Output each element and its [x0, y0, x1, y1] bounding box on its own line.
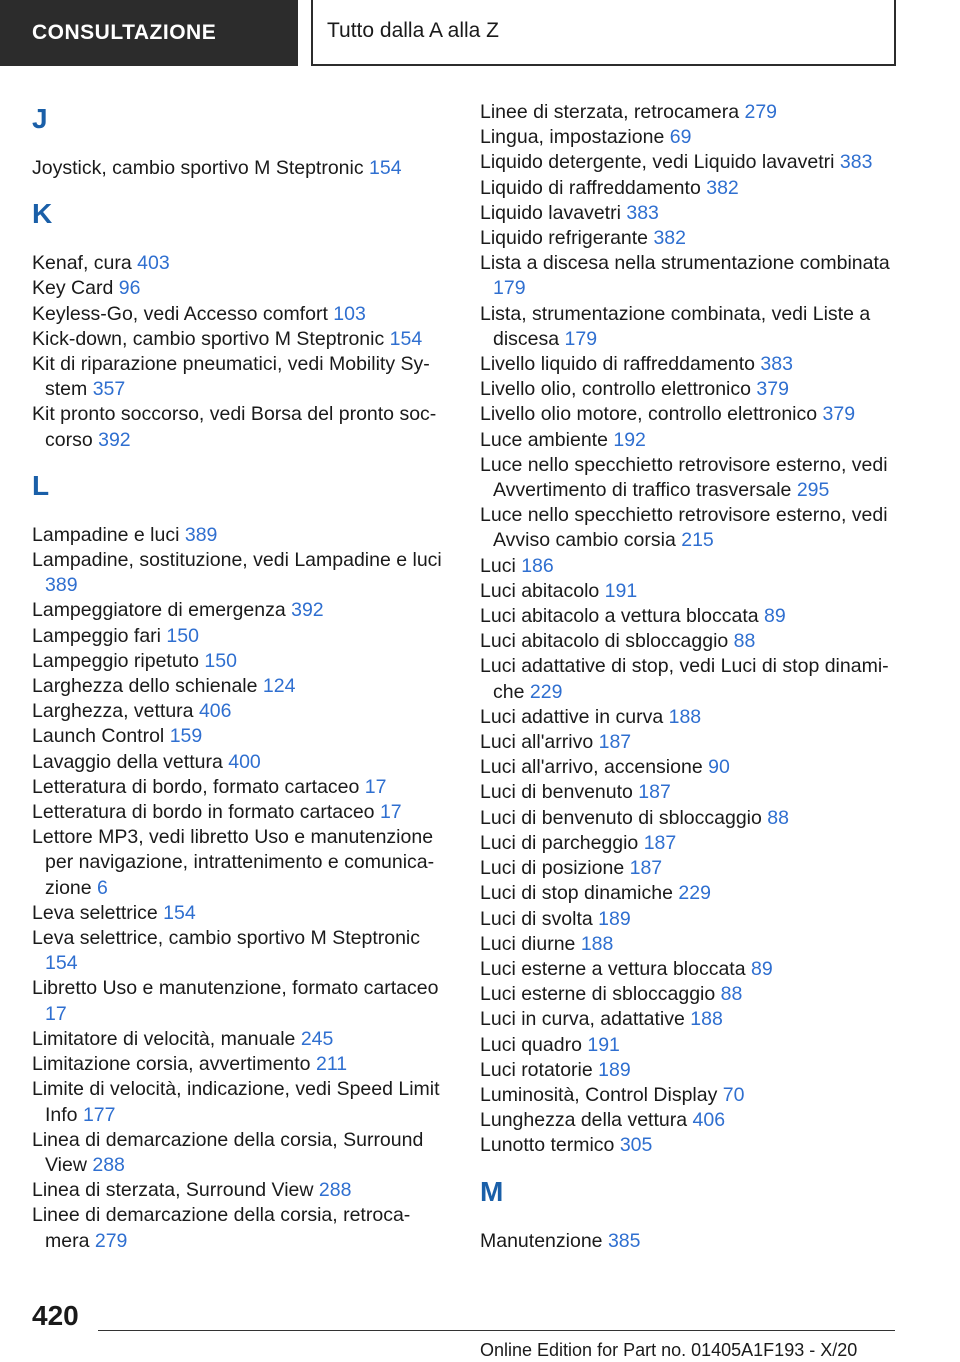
entry-text: Leva selettrice [32, 901, 158, 924]
page-link[interactable]: 188 [690, 1008, 723, 1031]
footer-divider [98, 1330, 895, 1331]
entry-text: Liquido refrigerante [480, 227, 649, 250]
page-link[interactable]: 383 [839, 151, 873, 174]
index-entry [480, 982, 890, 1007]
page-link[interactable]: 150 [166, 624, 199, 647]
page-link[interactable]: 154 [45, 952, 78, 975]
entry-text: Larghezza, vettura [32, 700, 194, 723]
index-column-right [480, 100, 890, 1254]
index-entry [480, 806, 890, 831]
entry-text: Liquido detergente, vedi Liquido lavavetri [480, 151, 835, 174]
entry-text: Luci di parcheggio [480, 831, 639, 854]
index-entry [32, 775, 442, 800]
index-entry [480, 705, 890, 730]
index-letter-heading: K [32, 198, 53, 230]
entry-text: Kenaf, cura [32, 252, 132, 275]
index-entry [32, 724, 442, 749]
index-entry [32, 251, 442, 276]
index-entry [32, 674, 442, 699]
entry-text: Kit di riparazione pneumatici, vedi Mobility System [32, 353, 430, 401]
page-link[interactable]: 88 [733, 630, 756, 653]
page-link[interactable]: 88 [767, 806, 789, 829]
page-link[interactable]: 88 [720, 983, 743, 1006]
page-link[interactable]: 229 [529, 680, 563, 703]
page-link[interactable]: 17 [45, 1002, 67, 1025]
entry-text: Luci di svolta [480, 907, 593, 930]
index-entry [32, 156, 442, 181]
index-entry [480, 780, 890, 805]
index-entry [480, 377, 890, 402]
entry-text: Libretto Uso e manutenzione, formato cartaceo [32, 977, 439, 1000]
index-entry [32, 1052, 442, 1077]
index-entry [32, 624, 442, 649]
page-link[interactable]: 177 [82, 1103, 116, 1126]
page-link[interactable]: 389 [45, 574, 78, 597]
entry-text: Lunghezza della vettura [480, 1109, 688, 1132]
index-entry [32, 1128, 442, 1178]
index-entry [480, 226, 890, 251]
page-link[interactable]: 379 [822, 403, 856, 426]
index-entry [480, 932, 890, 957]
index-entry [32, 649, 442, 674]
index-entry [480, 831, 890, 856]
entry-text: Lingua, impostazione [480, 126, 665, 149]
index-entry [32, 1203, 442, 1253]
entry-text: Lettore MP3, vedi libretto Uso e manutenzione per navigazione, intrattenimento e comunicazione [32, 826, 435, 899]
page-link[interactable]: 379 [756, 378, 789, 401]
page-link[interactable]: 6 [97, 876, 108, 899]
page-link[interactable]: 187 [598, 731, 632, 754]
page-link[interactable]: 383 [760, 353, 793, 376]
index-entry [32, 699, 442, 724]
entry-text: Luci rotatorie [480, 1058, 593, 1081]
page-link[interactable]: 17 [364, 775, 387, 798]
entry-text: Liquido di raffreddamento [480, 176, 701, 199]
entry-text: Luci abitacolo di sbloccaggio [480, 630, 729, 653]
page-link[interactable]: 382 [653, 227, 686, 250]
index-entry [480, 302, 890, 352]
page-link[interactable]: 392 [291, 599, 324, 622]
edition-note: Online Edition for Part no. 01405A1F193 - X/20 [480, 1340, 858, 1360]
index-entry [480, 1229, 890, 1254]
page-link[interactable]: 188 [668, 705, 702, 728]
entry-text: Launch Control [32, 725, 165, 748]
index-entry [480, 402, 890, 427]
index-entry [480, 1007, 890, 1032]
entry-text: Lampadine e luci [32, 523, 180, 546]
entry-text: Livello liquido di raffreddamento [480, 353, 755, 376]
index-entry [480, 730, 890, 755]
entry-text: Joystick, cambio sportivo M Steptronic [32, 157, 364, 179]
page-link[interactable]: 69 [669, 126, 692, 149]
page-link[interactable]: 279 [744, 101, 778, 123]
index-letter-heading: M [480, 1175, 504, 1207]
page-link[interactable]: 154 [389, 327, 423, 350]
page-link[interactable]: 192 [613, 428, 646, 451]
index-entry [480, 1108, 890, 1133]
index-entry [480, 907, 890, 932]
page-link[interactable]: 188 [580, 932, 614, 955]
index-entry [480, 629, 890, 654]
index-entry [32, 750, 442, 775]
page-link[interactable]: 186 [521, 554, 554, 577]
page-number: 420 [32, 1300, 79, 1331]
index-entry [480, 604, 890, 629]
entry-text: Luci adattative di stop, vedi Luci di stop dinamiche [480, 655, 889, 703]
entry-text: Linea di sterzata, Surround View [32, 1179, 314, 1202]
entry-text: Linee di demarcazione della corsia, retrocamera [32, 1204, 411, 1252]
index-entry [32, 523, 442, 548]
index-entry [32, 825, 442, 901]
index-entry [480, 856, 890, 881]
index-entry [480, 428, 890, 453]
entry-text: Letteratura di bordo, formato cartaceo [32, 775, 360, 798]
index-entry [480, 957, 890, 982]
index-column-left [32, 100, 442, 1254]
index-entry [480, 755, 890, 780]
index-letter-heading: J [32, 103, 48, 134]
index-entry [32, 1077, 442, 1127]
index-entry [480, 150, 890, 175]
index-entry [480, 1133, 890, 1158]
entry-text: Luci quadro [480, 1033, 582, 1056]
page-link[interactable]: 288 [318, 1179, 352, 1202]
index-entry [32, 926, 442, 976]
index-entry [32, 327, 442, 352]
entry-text: Luce nello specchietto retrovisore esterno, vedi Avviso cambio corsia [480, 504, 888, 552]
page-link[interactable]: 215 [681, 529, 714, 552]
index-entry [32, 901, 442, 926]
entry-text: Linee di sterzata, retrocamera [480, 101, 740, 123]
page-link[interactable]: 89 [764, 605, 786, 628]
index-entry [32, 598, 442, 623]
index-entry [32, 352, 442, 402]
index-entry [480, 554, 890, 579]
entry-text: Livello olio motore, controllo elettronico [480, 403, 818, 426]
page-link[interactable]: 154 [163, 901, 196, 924]
entry-text: Luce nello specchietto retrovisore esterno, vedi Avvertimento di traffico trasversale [480, 453, 888, 502]
index-entry [480, 881, 890, 906]
entry-text: Luci di stop dinamiche [480, 882, 673, 905]
index-entry [32, 976, 442, 1026]
index-entry [32, 402, 442, 452]
entry-text: Lampeggiatore di emergenza [32, 599, 286, 622]
entry-text: Limitatore di velocità, manuale [32, 1027, 296, 1050]
entry-text: Lampeggio fari [32, 624, 161, 647]
entry-text: Key Card [32, 277, 114, 300]
entry-text: Larghezza dello schienale [32, 675, 258, 698]
entry-text: Linea di demarcazione della corsia, Surround View [32, 1128, 424, 1176]
entry-text: Lavaggio della vettura [32, 750, 223, 773]
index-entry [480, 1058, 890, 1083]
page-link[interactable]: 17 [379, 801, 402, 824]
page-link[interactable]: 191 [604, 579, 638, 602]
page-link[interactable]: 385 [607, 1229, 641, 1252]
page-link[interactable]: 189 [598, 907, 631, 930]
page-link[interactable]: 189 [598, 1058, 631, 1081]
page-link[interactable]: 187 [643, 831, 677, 854]
entry-text: Leva selettrice, cambio sportivo M Steptronic [32, 927, 421, 950]
entry-text: Luci di benvenuto [480, 781, 633, 804]
entry-text: Luci diurne [480, 932, 576, 955]
entry-text: Lista, strumentazione combinata, vedi Liste a discesa [480, 302, 871, 350]
entry-text: Luci in curva, adattative [480, 1008, 685, 1031]
index-entry [32, 1027, 442, 1052]
entry-text: Limite di velocità, indicazione, vedi Speed Limit Info [32, 1078, 440, 1126]
page-link[interactable]: 211 [315, 1053, 348, 1076]
entry-text: Luci adattive in curva [480, 705, 664, 728]
entry-text: Luci di benvenuto di sbloccaggio [480, 806, 762, 829]
page-link[interactable]: 403 [137, 252, 170, 275]
page-link[interactable]: 400 [228, 750, 261, 773]
page-link[interactable]: 187 [629, 857, 663, 880]
page-link[interactable]: 191 [587, 1033, 620, 1056]
entry-text: Kick-down, cambio sportivo M Steptronic [32, 327, 385, 350]
entry-text: Liquido lavavetri [480, 201, 621, 224]
index-entry [32, 302, 442, 327]
page-link[interactable]: 392 [98, 428, 131, 451]
entry-text: Keyless-Go, vedi Accesso comfort [32, 302, 328, 325]
index-entry [32, 800, 442, 825]
page-link[interactable]: 179 [564, 327, 598, 350]
page-link[interactable]: 90 [708, 756, 730, 779]
index-entry [32, 548, 442, 598]
index-entry [480, 453, 890, 503]
entry-text: Lampeggio ripetuto [32, 649, 199, 672]
entry-text: Luci di posizione [480, 857, 625, 880]
index-entry [480, 125, 890, 150]
page-link[interactable]: 187 [638, 781, 671, 804]
entry-text: Limitazione corsia, avvertimento [32, 1053, 311, 1076]
page-link[interactable]: 382 [706, 176, 739, 199]
page-link[interactable]: 124 [262, 675, 296, 698]
page-link[interactable]: 383 [626, 201, 659, 224]
entry-text: Lunotto termico [480, 1134, 615, 1157]
index-entry [480, 1083, 890, 1108]
entry-text: Luci esterne di sbloccaggio [480, 983, 716, 1006]
index-entry [480, 251, 890, 301]
entry-text: Luci all'arrivo, accensione [480, 756, 703, 779]
page-link[interactable]: 70 [722, 1083, 745, 1106]
index-entry [480, 1033, 890, 1058]
index-entry [480, 100, 890, 125]
page-link[interactable]: 279 [94, 1229, 128, 1252]
page-link[interactable]: 229 [678, 882, 711, 905]
index-entry [32, 276, 442, 301]
entry-text: Livello olio, controllo elettronico [480, 378, 751, 401]
entry-text: Manutenzione [480, 1229, 603, 1252]
page-link[interactable]: 179 [493, 277, 526, 300]
page-link[interactable]: 159 [169, 725, 203, 748]
section-tab: CONSULTAZIONE [0, 0, 298, 66]
page-link[interactable]: 305 [619, 1134, 653, 1157]
page-link[interactable]: 96 [118, 277, 141, 300]
page-header [0, 0, 960, 66]
entry-text: Luci all'arrivo [480, 731, 594, 754]
index-entry [480, 352, 890, 377]
page-link[interactable]: 245 [300, 1027, 334, 1050]
page-link[interactable]: 406 [692, 1109, 726, 1132]
index-entry [32, 1178, 442, 1203]
entry-text: Kit pronto soccorso, vedi Borsa del pronto soccorso [32, 403, 437, 451]
entry-text: Letteratura di bordo in formato cartaceo [32, 801, 375, 824]
page-link[interactable]: 389 [184, 523, 218, 546]
entry-text: Luce ambiente [480, 428, 608, 451]
entry-text: Luminosità, Control Display [480, 1083, 718, 1106]
page-link[interactable]: 357 [92, 378, 126, 401]
entry-text: Lampadine, sostituzione, vedi Lampadine e luci [32, 549, 442, 572]
entry-text: Lista a discesa nella strumentazione combinata [480, 252, 890, 275]
page-link[interactable]: 89 [751, 957, 773, 980]
entry-text: Luci abitacolo [480, 579, 600, 602]
page-link[interactable]: 150 [204, 649, 237, 672]
chapter-title: Tutto dalla A alla Z [311, 0, 896, 66]
index-letter-heading: L [32, 469, 50, 501]
index-entry [480, 503, 890, 553]
index-entry [480, 579, 890, 604]
index-entry [480, 201, 890, 226]
page-link[interactable]: 406 [198, 700, 232, 723]
entry-text: Luci [480, 554, 516, 577]
entry-text: Luci esterne a vettura bloccata [480, 957, 746, 980]
index-entry [480, 654, 890, 704]
entry-text: Luci abitacolo a vettura bloccata [480, 605, 759, 628]
index-entry [480, 176, 890, 201]
page-link[interactable]: 154 [369, 157, 402, 179]
page-link[interactable]: 103 [333, 302, 366, 325]
page-link[interactable]: 288 [92, 1153, 125, 1176]
page-link[interactable]: 295 [796, 479, 830, 502]
